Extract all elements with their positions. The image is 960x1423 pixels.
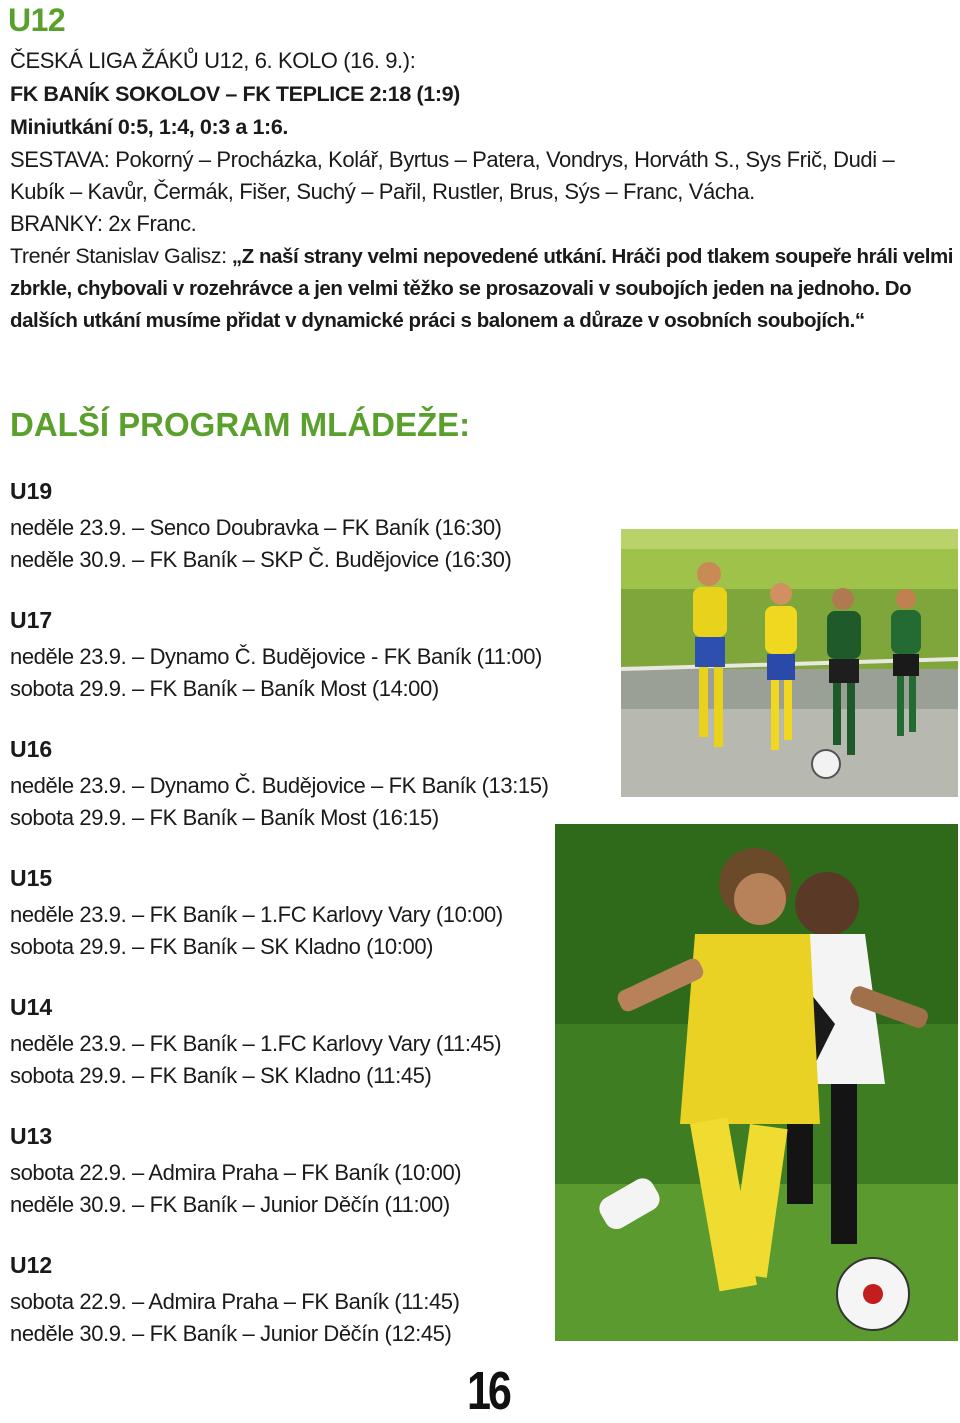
game-line: neděle 23.9. – Dynamo Č. Budějovice – FK Baník (13:15) bbox=[10, 773, 549, 798]
game-line: sobota 22.9. – Admira Praha – FK Baník (10:00) bbox=[10, 1160, 462, 1185]
game-line: neděle 23.9. – FK Baník – 1.FC Karlovy Vary (10:00) bbox=[10, 902, 503, 927]
group-u15 bbox=[10, 861, 503, 963]
league-line: ČESKÁ LIGA ŽÁKŮ U12, 6. KOLO (16. 9.): bbox=[10, 48, 416, 73]
game-line: neděle 30.9. – FK Baník – Junior Děčín (11:00) bbox=[10, 1192, 450, 1217]
group-u14 bbox=[10, 990, 501, 1092]
page-title: U12 bbox=[8, 2, 66, 38]
group-u12 bbox=[10, 1248, 460, 1350]
game-line: neděle 30.9. – FK Baník – SKP Č. Budějovice (16:30) bbox=[10, 547, 512, 572]
lineup-line-1: SESTAVA: Pokorný – Procházka, Kolář, Byrtus – Patera, Vondrys, Horváth S., Sys Frič, Dudi – bbox=[10, 147, 895, 172]
match-photo-senior-graphic bbox=[555, 824, 958, 1341]
group-title: U19 bbox=[10, 478, 53, 504]
group-u16 bbox=[10, 732, 549, 834]
group-title: U15 bbox=[10, 865, 53, 891]
game-line: neděle 30.9. – FK Baník – Junior Děčín (12:45) bbox=[10, 1321, 452, 1346]
coach-statement bbox=[10, 240, 958, 337]
group-title: U12 bbox=[10, 1252, 53, 1278]
game-line: neděle 23.9. – FK Baník – 1.FC Karlovy Vary (11:45) bbox=[10, 1031, 502, 1056]
game-line: sobota 29.9. – FK Baník – SK Kladno (11:45) bbox=[10, 1063, 432, 1088]
group-title: U16 bbox=[10, 736, 53, 762]
coach-quote: „Z naší strany velmi nepovedené utkání. Hráči pod tlakem soupeře hráli velmi zbrkle, chybovali v rozehrávce a jen velmi těžko se prosazovali v soubojích jeden na jednoho. Do dalších utkání musíme přidat v dynamické práci s balonem a důraze v osobních soubojích.“ bbox=[10, 245, 954, 332]
match-photo-youth-graphic bbox=[621, 529, 958, 797]
game-line: sobota 29.9. – FK Baník – SK Kladno (10:00) bbox=[10, 934, 434, 959]
lineup-line-2: Kubík – Kavůr, Čermák, Fišer, Suchý – Pařil, Rustler, Brus, Sýs – Franc, Vácha. bbox=[10, 179, 755, 204]
match-photo-senior bbox=[555, 824, 958, 1341]
group-title: U14 bbox=[10, 994, 53, 1020]
match-result: FK BANÍK SOKOLOV – FK TEPLICE 2:18 (1:9) bbox=[10, 82, 460, 106]
group-u13 bbox=[10, 1119, 461, 1221]
match-photo-youth bbox=[621, 529, 958, 797]
game-line: neděle 23.9. – Dynamo Č. Budějovice - FK Baník (11:00) bbox=[10, 644, 542, 669]
game-line: sobota 29.9. – FK Baník – Baník Most (16:15) bbox=[10, 805, 439, 830]
goals-line: BRANKY: 2x Franc. bbox=[10, 211, 197, 236]
group-title: U13 bbox=[10, 1123, 53, 1149]
game-line: neděle 23.9. – Senco Doubravka – FK Baník (16:30) bbox=[10, 515, 502, 540]
group-u19 bbox=[10, 474, 511, 576]
program-heading: DALŠÍ PROGRAM MLÁDEŽE: bbox=[10, 406, 471, 443]
mini-games: Miniutkání 0:5, 1:4, 0:3 a 1:6. bbox=[10, 115, 288, 139]
page-number: 16 bbox=[467, 1361, 509, 1421]
group-title: U17 bbox=[10, 607, 53, 633]
coach-intro: Trenér Stanislav Galisz: bbox=[10, 244, 227, 268]
game-line: sobota 29.9. – FK Baník – Baník Most (14:00) bbox=[10, 676, 439, 701]
group-u17 bbox=[10, 603, 542, 705]
game-line: sobota 22.9. – Admira Praha – FK Baník (11:45) bbox=[10, 1289, 460, 1314]
